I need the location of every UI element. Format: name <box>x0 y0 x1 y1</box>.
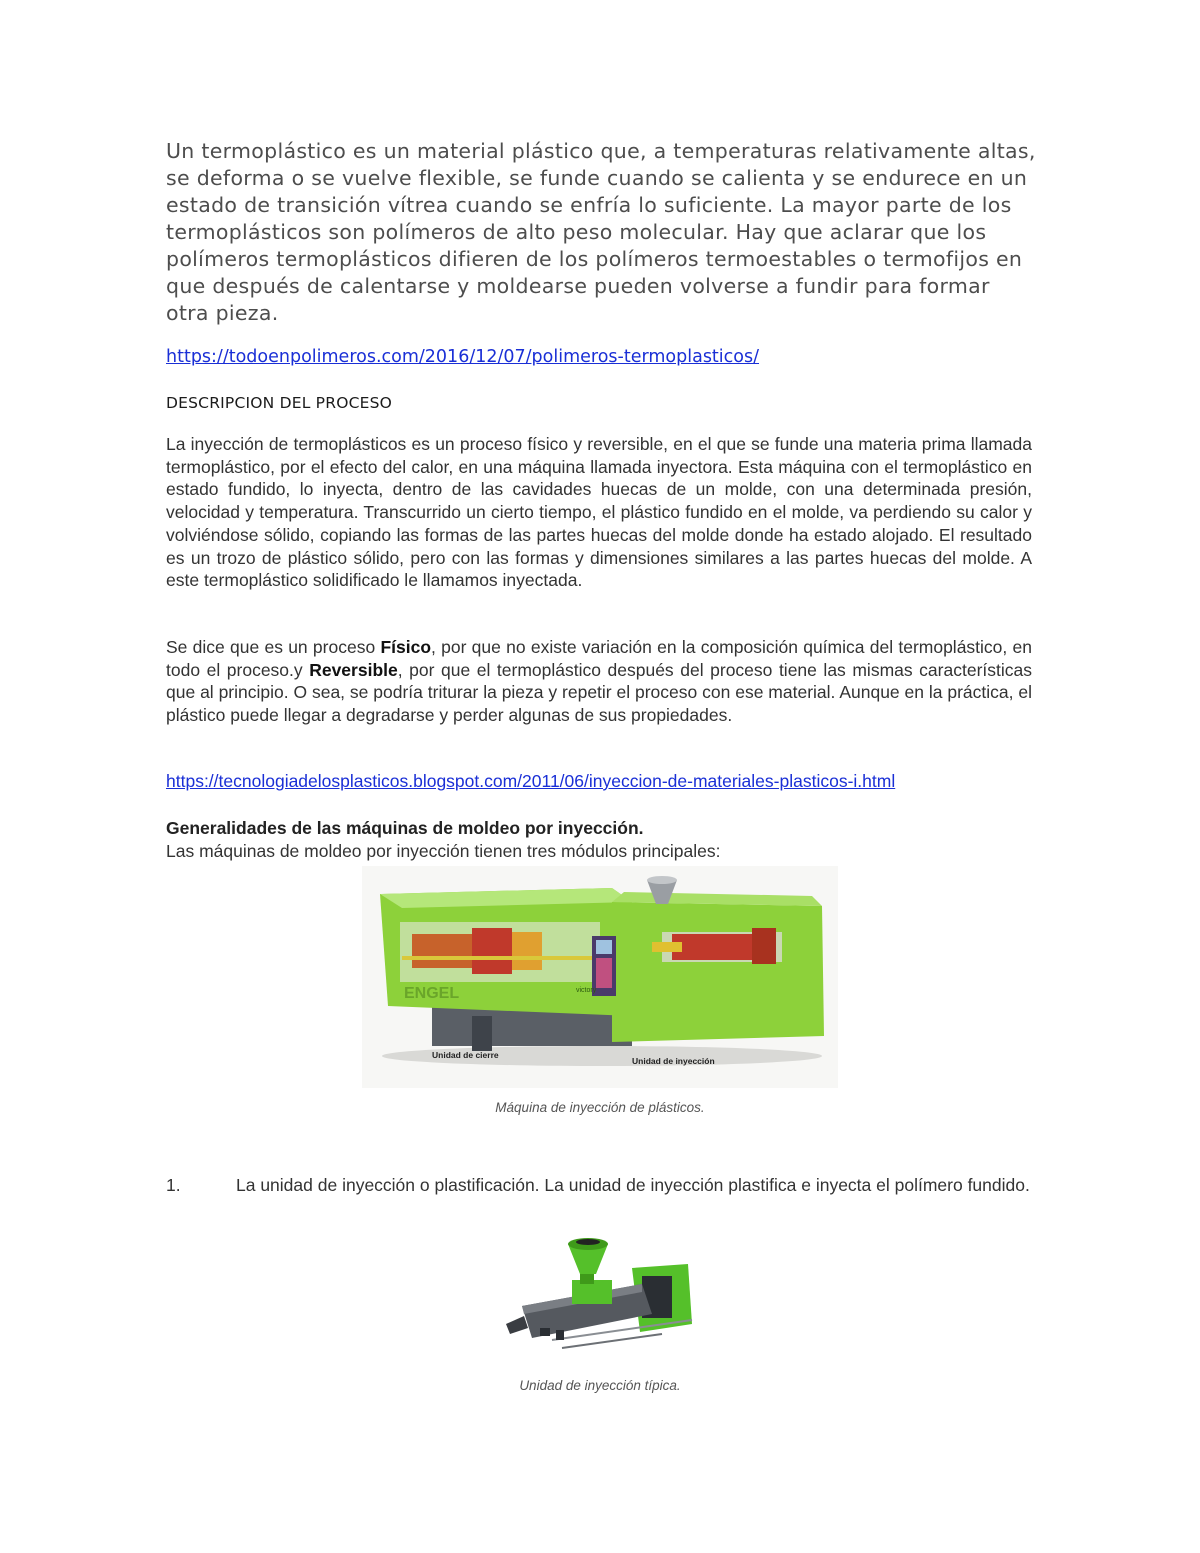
source-link-todoenpolimeros[interactable]: https://todoenpolimeros.com/2016/12/07/polimeros-termoplasticos/ <box>166 347 760 367</box>
source-link-tecnologiadelosplasticos[interactable]: https://tecnologiadelosplasticos.blogspot.com/2011/06/inyeccion-de-materiales-plasticos-i.html <box>166 771 896 791</box>
label-unidad-inyeccion: Unidad de inyección <box>632 1056 715 1066</box>
label-unidad-cierre: Unidad de cierre <box>432 1050 499 1060</box>
engel-brand-text: ENGEL <box>404 985 460 1002</box>
injection-unit-illustration <box>492 1228 708 1374</box>
process-description-paragraph: La inyección de termoplásticos es un proceso físico y reversible, en el que se funde una materia prima llamada termoplástico, por el efecto del calor, en una máquina llamada inyectora. Esta máquina con el termoplástico en estado fundido, lo inyecta, dentro de las cavidades huecas de un molde, con una determinada presión, velocidad y temperatura. Transcurrido un cierto tiempo, el plástico fundido en el molde, va perdiendo su calor y volviéndose sólido, copiando las formas de las partes huecas del molde donde ha estado alojado. El resultado es un trozo de plástico sólido, pero con las formas y dimensiones similares a las partes huecas del molde. A este termoplástico solidificado le llamamos inyectada. <box>166 434 1032 591</box>
list-item-number: 1. <box>166 1175 181 1195</box>
injection-machine-illustration <box>362 866 838 1088</box>
figure2-caption: Unidad de inyección típica. <box>519 1378 681 1393</box>
bold-fisico: Físico <box>380 637 432 657</box>
paragraph2-text-c: , por que el termoplástico después del proceso tiene las mismas características que al principio. O sea, se podría triturar la pieza y repetir el proceso con ese material. Aunque en la práctica, el plástico puede llegar a degradarse y perder algunas de sus propiedades. <box>166 659 1032 726</box>
paragraph2-text-a: Se dice que es un proceso <box>166 637 381 657</box>
generalidades-heading: Generalidades de las máquinas de moldeo por inyección. <box>166 818 644 838</box>
list-item-text: La unidad de inyección o plastificación. La unidad de inyección plastifica e inyecta el polímero fundido. <box>236 1175 1030 1195</box>
injection-machine-figure <box>362 866 838 1088</box>
section-heading: DESCRIPCION DEL PROCESO <box>166 394 393 412</box>
paragraph2-text-b: , por que no existe variación en la composición química del termoplástico, en todo el proceso.y <box>166 637 1032 680</box>
intro-paragraph: Un termoplástico es un material plástico que, a temperaturas relativamente altas, se deforma o se vuelve flexible, se funde cuando se calienta y se endurece en un estado de transición vítrea cuando se enfría lo suficiente. La mayor parte de los termoplásticos son polímeros de alto peso molecular. Hay que aclarar que los polímeros termoplásticos difieren de los polímeros termoestables o termofijos en que después de calentarse y moldearse pueden volverse a fundir para formar otra pieza. <box>166 139 1036 325</box>
injection-unit-figure <box>492 1228 708 1374</box>
victory-model-text: victory <box>576 987 597 994</box>
list-item-injection-unit <box>166 1174 1032 1197</box>
figure1-caption: Máquina de inyección de plásticos. <box>495 1100 705 1115</box>
generalidades-subtitle: Las máquinas de moldeo por inyección tienen tres módulos principales: <box>166 841 721 861</box>
bold-reversible: Reversible <box>309 659 398 680</box>
physical-reversible-paragraph <box>166 636 1032 727</box>
